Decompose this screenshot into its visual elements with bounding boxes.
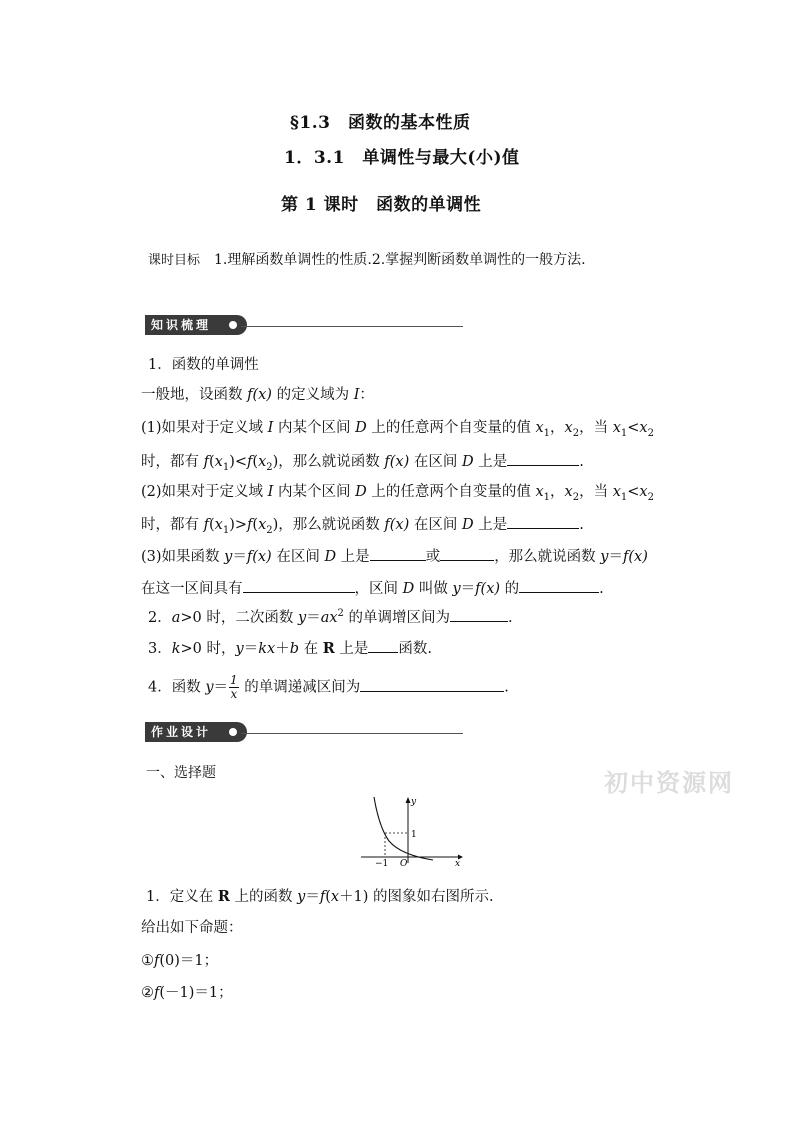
section-header-knowledge — [145, 315, 247, 335]
para-3-line-2: 在这一区间具有 ，区间 D 叫做 y＝f(x) 的 . — [141, 577, 604, 599]
section-divider — [241, 326, 463, 327]
origin-label: O — [400, 859, 408, 868]
title-lesson: 第 1 课时 函数的单调性 — [281, 195, 482, 215]
section-label-homework: 作业设计 — [151, 725, 212, 739]
section-label-knowledge: 知识梳理 — [151, 318, 212, 332]
item-4: 4．函数 y＝ $\frac{1}{x}$ 的单调递减区间为 . — [148, 673, 509, 701]
exercise-heading: 一、选择题 — [146, 765, 216, 781]
lesson-objective — [148, 250, 586, 271]
para-3-line-1: (3)如果函数 y＝f(x) 在区间 D 上是 或 ，那么就说函数 y＝f(x) — [141, 545, 648, 567]
question-1: 1．定义在 R 上的函数 y＝f(x＋1) 的图象如右图所示. — [146, 888, 494, 905]
objective-label: 课时目标 — [148, 253, 201, 268]
answer-blank[interactable] — [507, 513, 579, 529]
intro-line: 一般地，设函数 f(x) 的定义域为 I： — [141, 387, 374, 403]
title-section: §1.3 函数的基本性质 — [290, 113, 471, 133]
answer-blank[interactable] — [360, 676, 504, 692]
proposition-1: ①f(0)＝1； — [141, 953, 219, 969]
answer-blank[interactable] — [243, 577, 355, 593]
axis-label-y: y — [411, 797, 417, 807]
item-3: 3．k>0 时，y＝kx＋b 在 R 上是 函数. — [148, 637, 432, 659]
item-1-title: 1．函数的单调性 — [148, 357, 259, 373]
axis-label-x: x — [455, 859, 461, 868]
answer-blank[interactable] — [368, 637, 398, 653]
answer-blank[interactable] — [519, 577, 599, 593]
title-subsection: 1．3.1 单调性与最大(小)值 — [284, 148, 520, 168]
item-2: 2．a>0 时，二次函数 $y=ax^2$ 的单调增区间为 . — [148, 606, 513, 628]
bullet-dot-icon — [229, 321, 237, 329]
watermark-text: 初中资源网 — [604, 768, 734, 797]
objective-text: 1.理解函数单调性的性质.2.掌握判断函数单调性的一般方法. — [214, 252, 586, 268]
y-axis-arrow-icon — [406, 797, 411, 803]
function-graph — [355, 793, 470, 868]
tick-label-neg1: −1 — [375, 859, 389, 868]
answer-blank[interactable] — [370, 545, 426, 561]
section-header-homework — [145, 722, 247, 742]
para-1-line-1: (1)如果对于定义域 I 内某个区间 D 上的任意两个自变量的值 $x_1$，$x_2$，当 $x_1<x_2$ — [141, 420, 654, 439]
given-propositions: 给出如下命题： — [141, 920, 243, 936]
para-2-line-1: (2)如果对于定义域 I 内某个区间 D 上的任意两个自变量的值 $x_1$，$x_2$，当 $x_1<x_2$ — [141, 484, 654, 503]
function-curve — [374, 797, 433, 860]
proposition-2: ②f(－1)＝1； — [141, 985, 233, 1001]
answer-blank[interactable] — [440, 545, 494, 561]
para-1-line-2: 时，都有 $f(x_1)<f(x_2)$，那么就说函数 f(x) 在区间 D 上是 . — [141, 450, 584, 472]
fraction: $\frac{1}{x}$ — [230, 673, 238, 701]
para-2-line-2: 时，都有 $f(x_1)>f(x_2)$，那么就说函数 f(x) 在区间 D 上是 . — [141, 513, 584, 535]
bullet-dot-icon — [229, 728, 237, 736]
tick-label-1: 1 — [411, 830, 417, 840]
section-divider — [241, 733, 463, 734]
answer-blank[interactable] — [507, 450, 579, 466]
answer-blank[interactable] — [450, 606, 508, 622]
